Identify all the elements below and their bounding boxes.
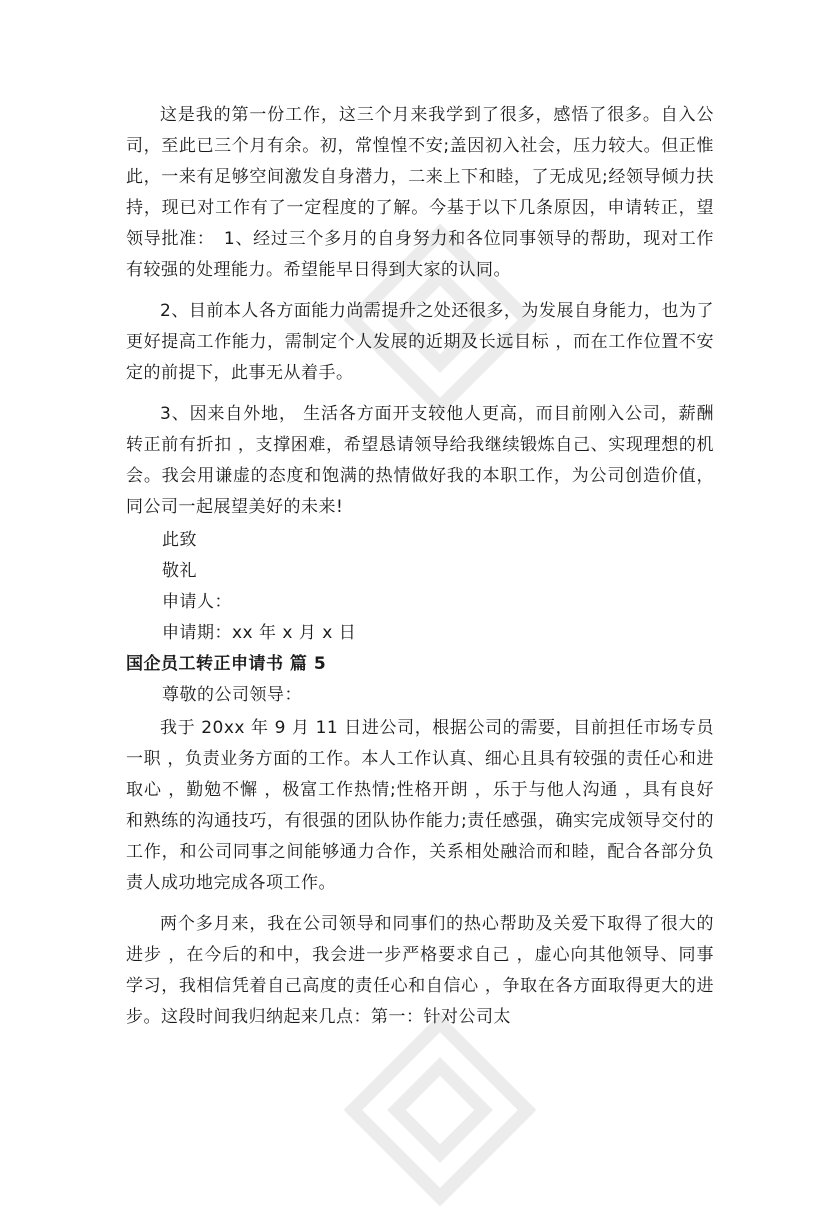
closing-regards: 敬礼: [162, 561, 197, 581]
closing-salutation: 此致: [162, 530, 197, 550]
body-paragraph: 我于 20xx 年 9 月 11 日进公司，根据公司的需要，目前担任市场专员一职 ，负责业务方面的工作。本人工作认真、细心且具有较强的责任心和进取心 ，勤勉不懈 ，极富工作热情;性格开朗 ，乐于与他人沟通 ，具有良好和熟练的沟通技巧，有很强的团队协作能力;责任感强，确实完成领导交付的工作，和公司同事之间能够通力合作，关系相处融洽而和睦，配合各部分负责人成功地完成各项工作。: [126, 718, 714, 893]
body-paragraph: 两个多月来，我在公司领导和同事们的热心帮助及关爱下取得了很大的进步 ，在今后的和中，我会进一步严格要求自己 ，虚心向其他领导、同事学习，我相信凭着自己高度的责任心和自信心 ，争取在各方面取得更大的进步。这段时间我归纳起来几点：第一：针对公司太: [126, 914, 714, 1027]
greeting: 尊敬的公司领导：: [162, 685, 302, 705]
body-paragraph: 2、目前本人各方面能力尚需提升之处还很多，为发展自身能力，也为了更好提高工作能力，需制定个人发展的近期及长远目标 ，而在工作位置不安定的前提下，此事无从着手。: [126, 301, 714, 383]
section-title: 国企员工转正申请书 篇 5: [126, 654, 327, 674]
applicant-label: 申请人：: [162, 592, 232, 612]
document-body: [126, 100, 714, 1033]
apply-date: 申请期：xx 年 x 月 x 日: [162, 623, 357, 643]
body-paragraph: 3、因来自外地， 生活各方面开支较他人更高，而目前刚入公司，薪酬转正前有折扣 ，支撑困难，希望恳请领导给我继续锻炼自己、实现理想的机会。我会用谦虚的态度和饱满的热情做好我的本职工作，为公司创造价值，同公司一起展望美好的未来!: [126, 404, 714, 517]
body-paragraph: 这是我的第一份工作，这三个月来我学到了很多，感悟了很多。自入公司，至此已三个月有余。初，常惶惶不安;盖因初入社会，压力较大。但正惟此，一来有足够空间激发自身潜力，二来上下和睦，了无成见;经领导倾力扶持，现已对工作有了一定程度的了解。今基于以下几条原因，申请转正，望领导批准： 1、经过三个多月的自身努力和各位同事领导的帮助，现对工作有较强的处理能力。希望能早日得到大家的认同。: [126, 105, 714, 280]
watermark-icon: [330, 1000, 550, 1220]
